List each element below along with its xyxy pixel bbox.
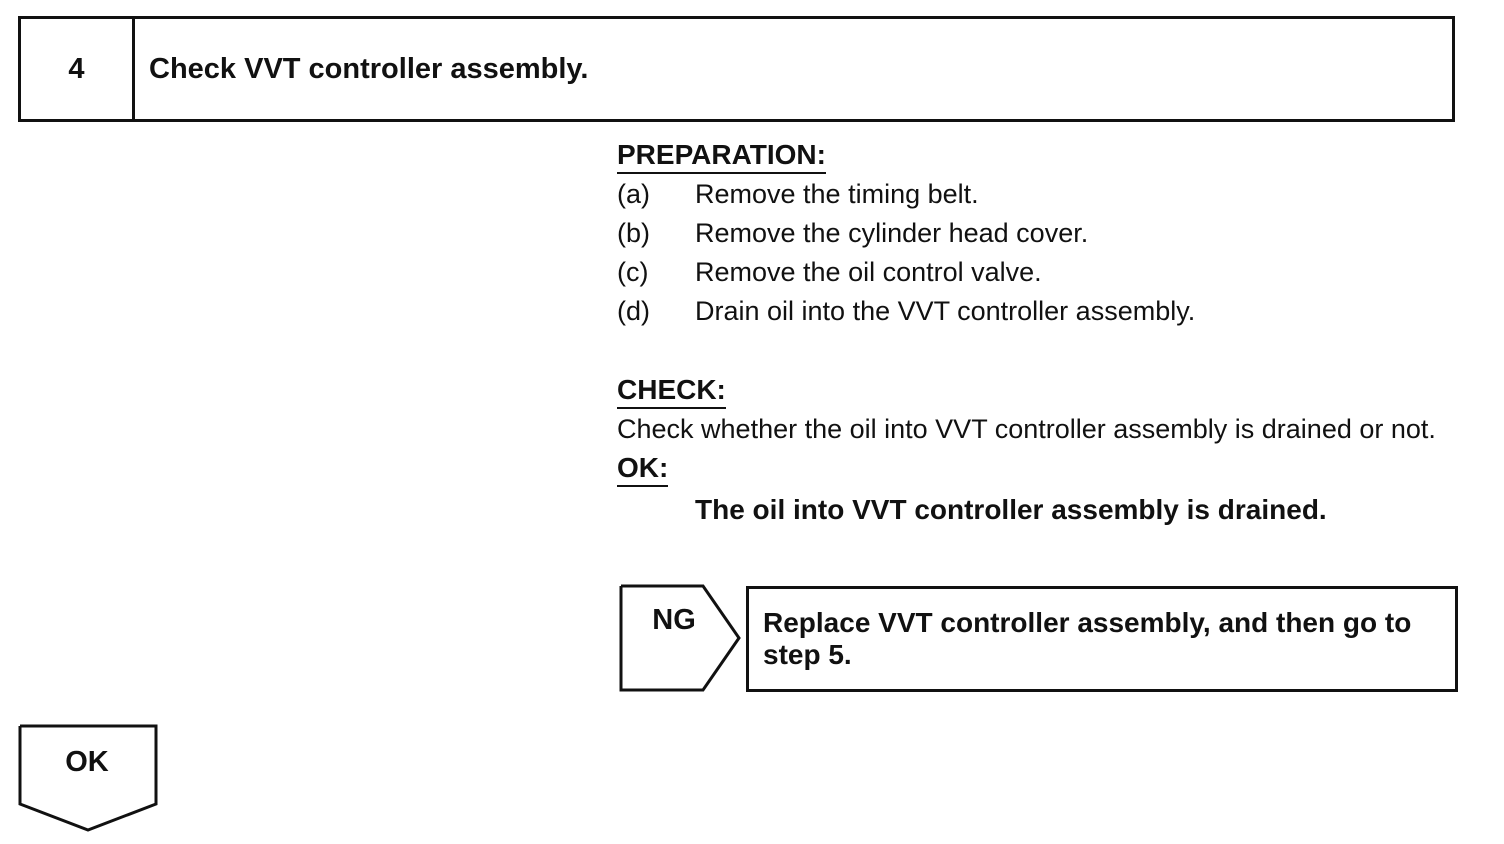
ng-branch — [619, 584, 1461, 692]
preparation-item-marker: (a) — [617, 179, 650, 209]
preparation-item-text: Remove the oil control valve. — [695, 257, 1042, 287]
step-content — [617, 136, 1467, 529]
ok-section — [617, 449, 1467, 529]
ng-arrow-shape — [619, 584, 741, 692]
ok-arrow-label: OK — [65, 746, 109, 778]
ok-arrow — [18, 724, 160, 834]
check-text: Check whether the oil into VVT controller assembly is drained or not. — [617, 414, 1436, 444]
preparation-item — [617, 253, 1467, 292]
preparation-item-text: Drain oil into the VVT controller assembly. — [695, 296, 1196, 326]
preparation-item — [617, 292, 1467, 331]
preparation-item-marker: (c) — [617, 257, 649, 287]
ng-label: NG — [652, 604, 696, 636]
preparation-item-text: Remove the cylinder head cover. — [695, 218, 1089, 248]
preparation-list — [617, 175, 1467, 331]
preparation-item-marker: (d) — [617, 296, 650, 326]
ok-criteria-text: The oil into VVT controller assembly is drained. — [695, 494, 1327, 525]
preparation-item-marker: (b) — [617, 218, 650, 248]
preparation-item — [617, 175, 1467, 214]
preparation-item — [617, 214, 1467, 253]
step-title: Check VVT controller assembly. — [149, 52, 589, 85]
check-heading: CHECK: — [617, 373, 726, 409]
step-header — [18, 16, 1455, 122]
ok-heading: OK: — [617, 451, 668, 487]
check-section — [617, 371, 1467, 449]
preparation-section — [617, 136, 1467, 331]
preparation-heading: PREPARATION: — [617, 138, 826, 174]
ng-result-box: Replace VVT controller assembly, and then go to step 5. — [746, 586, 1458, 692]
preparation-item-text: Remove the timing belt. — [695, 179, 979, 209]
ok-down-arrow-icon — [18, 724, 160, 834]
step-number: 4 — [21, 19, 135, 119]
